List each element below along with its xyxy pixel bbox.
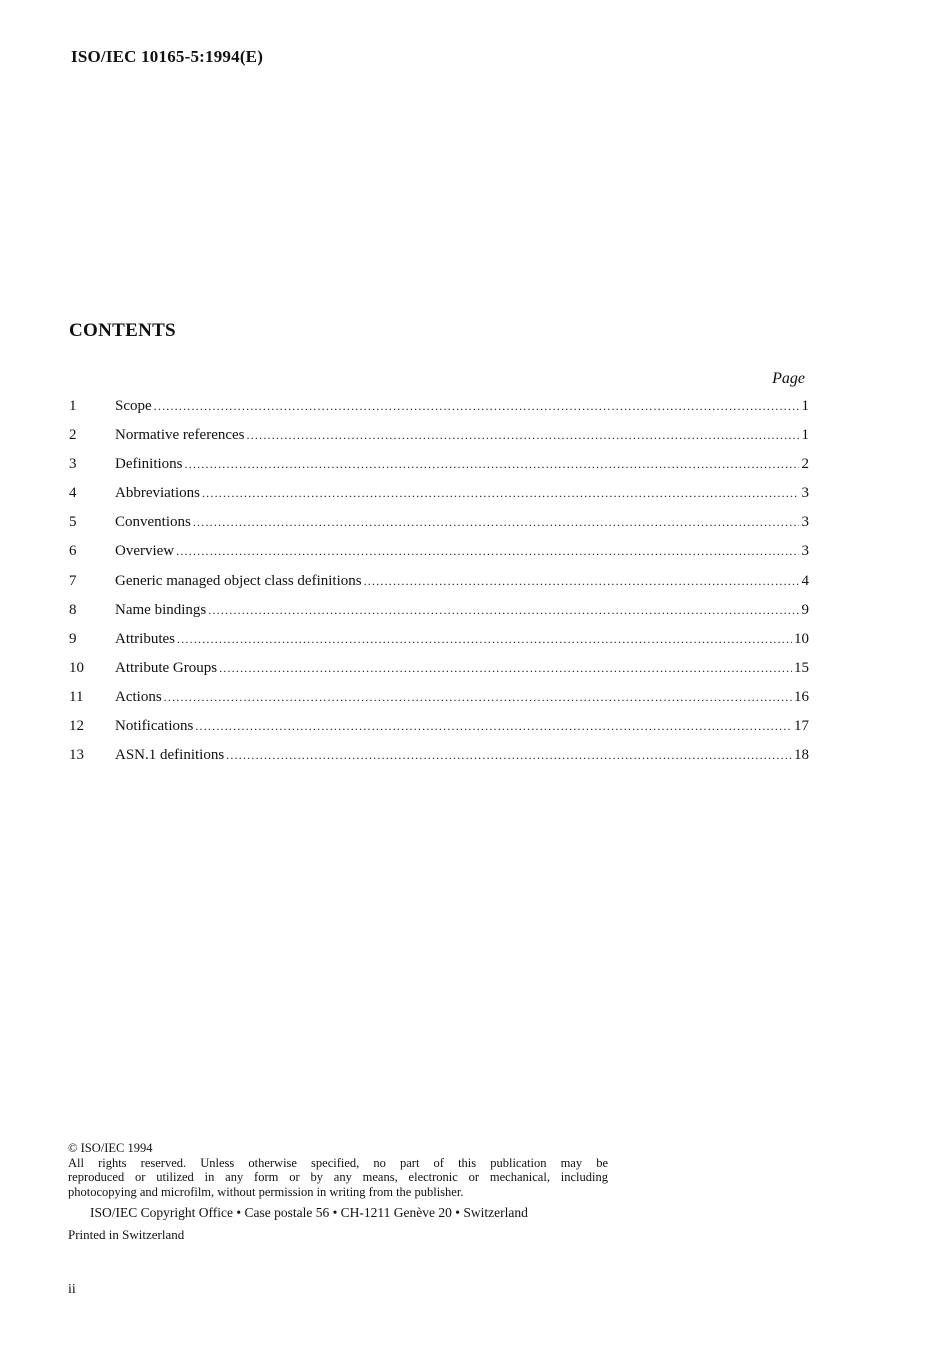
toc-dot-leader — [364, 574, 799, 589]
toc-entry-2[interactable] — [69, 427, 809, 456]
page-column-label: Page — [772, 370, 805, 387]
toc-entry-number: 7 — [69, 572, 77, 589]
rights-reserved-line-2: reproduced or utilized in any form or by any means, electronic or mechanical, including — [68, 1170, 608, 1184]
rights-reserved-line-1: All rights reserved. Unless otherwise specified, no part of this publication may be — [68, 1155, 608, 1170]
contents-heading: CONTENTS — [69, 320, 176, 341]
toc-dot-leader — [195, 719, 792, 734]
document-id-header: ISO/IEC 10165-5:1994(E) — [71, 47, 264, 66]
toc-entry-number: 9 — [69, 630, 77, 647]
toc-entry-10[interactable] — [69, 660, 809, 689]
toc-entry-title: Normative references — [115, 427, 245, 444]
toc-entry-page: 3 — [801, 543, 809, 560]
toc-entry-title: Conventions — [115, 514, 191, 531]
toc-entry-title: Overview — [115, 543, 175, 560]
toc-dot-leader — [202, 486, 799, 501]
page-number: ii — [68, 1282, 76, 1297]
toc-entry-title: Attributes — [115, 630, 175, 647]
toc-dot-leader — [208, 603, 799, 618]
copyright-office-address: ISO/IEC Copyright Office • Case postale 56 • CH-1211 Genève 20 • Switzerland — [90, 1205, 528, 1220]
toc-entry-title: Abbreviations — [115, 485, 200, 502]
toc-entry-page: 1 — [801, 427, 809, 444]
toc-entry-11[interactable] — [69, 689, 809, 718]
toc-entry-number: 10 — [69, 659, 84, 676]
toc-dot-leader — [176, 544, 799, 559]
table-of-contents — [69, 398, 809, 776]
toc-entry-number: 6 — [69, 543, 77, 560]
toc-entry-page: 16 — [794, 688, 809, 705]
toc-entry-title: Name bindings — [115, 601, 207, 618]
toc-entry-title: Attribute Groups — [115, 659, 218, 676]
toc-entry-5[interactable] — [69, 514, 809, 543]
toc-entry-page: 1 — [801, 398, 809, 414]
toc-entry-page: 4 — [801, 572, 809, 589]
toc-entry-8[interactable] — [69, 602, 809, 631]
copyright-notice — [68, 1141, 608, 1199]
toc-entry-number: 11 — [69, 688, 84, 705]
toc-dot-leader — [193, 515, 799, 530]
toc-entry-page: 3 — [801, 485, 809, 502]
toc-entry-page: 9 — [801, 601, 809, 618]
toc-entry-title: Actions — [115, 688, 162, 705]
toc-entry-9[interactable] — [69, 631, 809, 660]
toc-entry-page: 17 — [794, 718, 809, 735]
toc-entry-title: Notifications — [115, 718, 194, 735]
toc-entry-number: 3 — [69, 456, 77, 473]
toc-dot-leader — [219, 661, 792, 676]
toc-entry-4[interactable] — [69, 485, 809, 514]
toc-dot-leader — [247, 428, 799, 443]
toc-dot-leader — [164, 690, 792, 705]
toc-dot-leader — [177, 632, 792, 647]
toc-entry-page: 3 — [801, 514, 809, 531]
toc-entry-page: 2 — [801, 456, 809, 473]
toc-dot-leader — [226, 748, 792, 763]
toc-entry-12[interactable] — [69, 718, 809, 747]
toc-entry-7[interactable] — [69, 573, 809, 602]
toc-entry-number: 13 — [69, 747, 84, 764]
toc-entry-title: ASN.1 definitions — [115, 747, 225, 764]
toc-dot-leader — [154, 399, 799, 414]
printed-in-line: Printed in Switzerland — [68, 1227, 185, 1242]
toc-entry-page: 18 — [794, 747, 809, 764]
toc-dot-leader — [185, 457, 800, 472]
toc-entry-page: 10 — [794, 630, 809, 647]
toc-entry-number: 12 — [69, 718, 84, 735]
toc-entry-title: Scope — [115, 398, 152, 414]
toc-entry-page: 15 — [794, 659, 809, 676]
toc-entry-number: 2 — [69, 427, 77, 444]
toc-entry-6[interactable] — [69, 543, 809, 572]
toc-entry-number: 1 — [69, 398, 77, 414]
toc-entry-number: 4 — [69, 485, 77, 502]
toc-entry-3[interactable] — [69, 456, 809, 485]
toc-entry-number: 8 — [69, 601, 77, 618]
toc-entry-13[interactable] — [69, 747, 809, 776]
copyright-line: © ISO/IEC 1994 — [68, 1141, 153, 1155]
toc-entry-title: Definitions — [115, 456, 183, 473]
rights-reserved-line-3: photocopying and microfilm, without permission in writing from the publisher. — [68, 1184, 464, 1199]
toc-entry-number: 5 — [69, 514, 77, 531]
toc-entry-title: Generic managed object class definitions — [115, 572, 362, 589]
toc-entry-1[interactable] — [69, 398, 809, 427]
